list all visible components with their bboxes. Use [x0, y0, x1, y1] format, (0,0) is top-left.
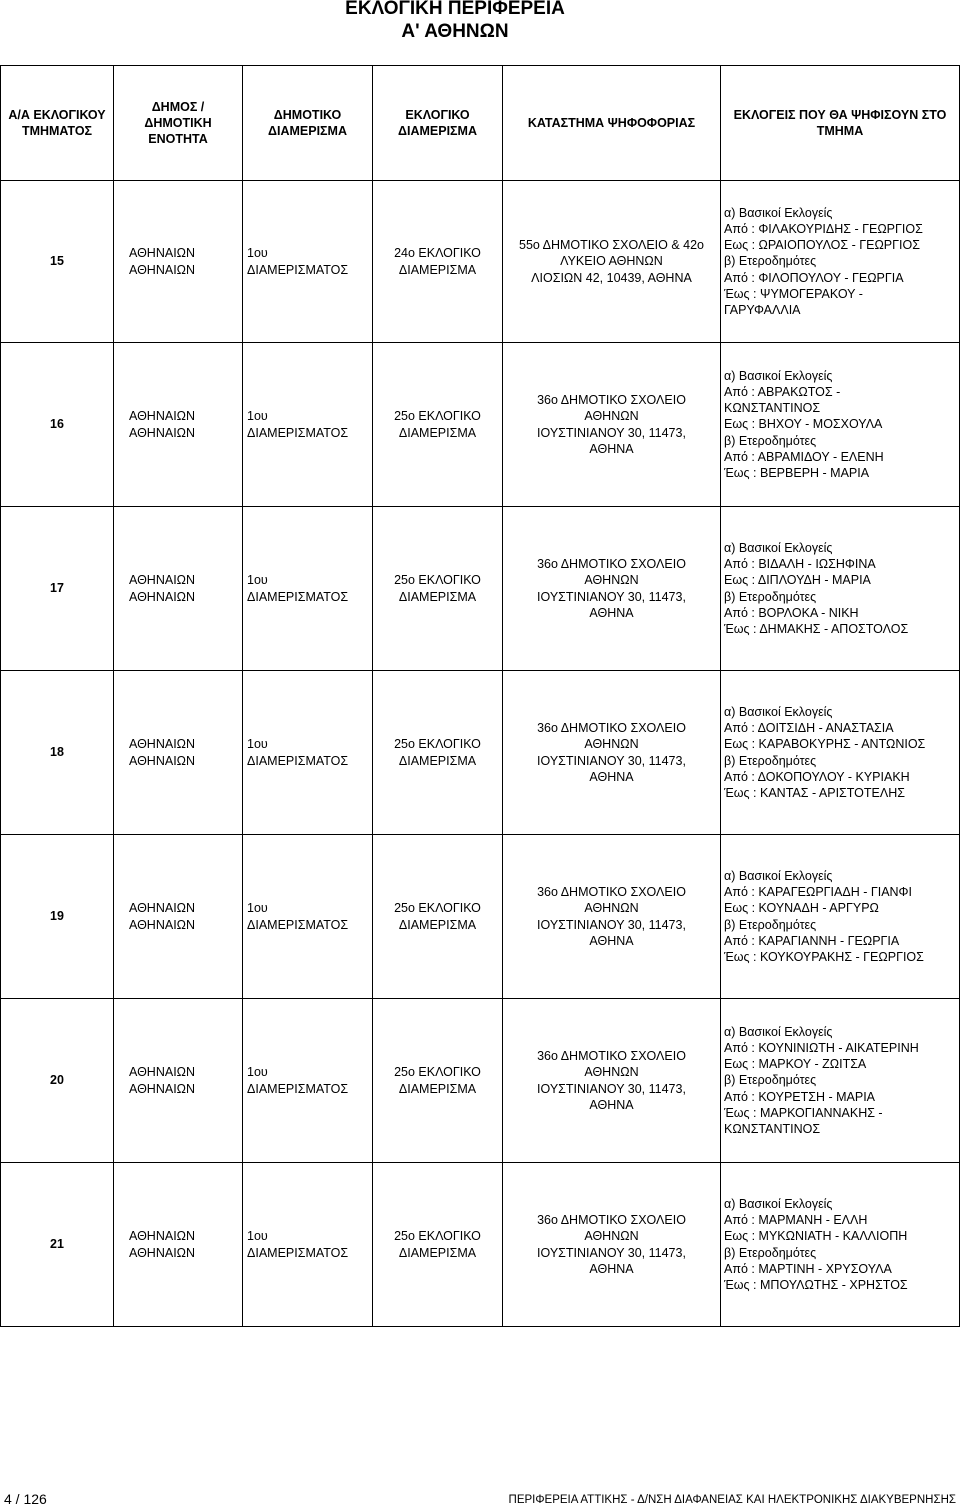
- header-section-number: Α/Α ΕΚΛΟΓΙΚΟΥ ΤΜΗΜΑΤΟΣ: [1, 66, 114, 181]
- polling-station-line: ΛΥΚΕΙΟ ΑΘΗΝΩΝ: [560, 254, 663, 269]
- voters-line: β) Ετεροδημότες: [724, 1245, 817, 1260]
- voters-line: α) Βασικοί Εκλογείς: [724, 1196, 833, 1211]
- municipal-district-line: ΔΙΑΜΕΡΙΣΜΑΤΟΣ: [247, 917, 349, 932]
- voters-line: Από : ΑΒΡΑΜΙΔΟΥ - ΕΛΕΝΗ: [724, 449, 884, 464]
- voters-line: Από : ΔΟΚΟΠΟΥΛΟΥ - ΚΥΡΙΑΚΗ: [724, 769, 910, 784]
- municipality-cell: [114, 181, 243, 343]
- section-number-cell: 20: [1, 999, 114, 1163]
- table-row: [1, 999, 960, 1163]
- voters-cell: [721, 1163, 960, 1327]
- electoral-district-line: ΔΙΑΜΕΡΙΣΜΑ: [398, 1245, 477, 1260]
- voters-line: α) Βασικοί Εκλογείς: [724, 540, 833, 555]
- table-row: [1, 1163, 960, 1327]
- municipality-cell: [114, 835, 243, 999]
- electoral-district-line: 25ο ΕΚΛΟΓΙΚΟ: [394, 409, 481, 424]
- municipality-line: ΑΘΗΝΑΙΩΝ: [129, 917, 196, 932]
- municipal-district-cell: [243, 999, 373, 1163]
- voters-cell: [721, 181, 960, 343]
- electoral-district-line: ΔΙΑΜΕΡΙΣΜΑ: [398, 425, 477, 440]
- polling-station-line: ΑΘΗΝΩΝ: [584, 737, 639, 752]
- voters-line: Έως : ΜΑΡΚΟΓΙΑΝΝΑΚΗΣ -: [724, 1105, 883, 1120]
- voters-cell: [721, 835, 960, 999]
- municipal-district-cell: [243, 835, 373, 999]
- table-row: [1, 835, 960, 999]
- polling-station-line: ΑΘΗΝΑ: [589, 605, 634, 620]
- polling-station-line: ΑΘΗΝΑ: [589, 1097, 634, 1112]
- polling-station-line: ΙΟΥΣΤΙΝΙΑΝΟΥ 30, 11473,: [537, 1081, 686, 1096]
- municipality-line: ΑΘΗΝΑΙΩΝ: [129, 589, 196, 604]
- polling-station-cell: [503, 507, 721, 671]
- header-polling-station: ΚΑΤΑΣΤΗΜΑ ΨΗΦΟΦΟΡΙΑΣ: [503, 66, 721, 181]
- electoral-district-cell: [373, 181, 503, 343]
- municipality-cell: [114, 1163, 243, 1327]
- municipal-district-line: 1ου: [247, 737, 268, 752]
- electoral-district-cell: [373, 999, 503, 1163]
- header-voters: ΕΚΛΟΓΕΙΣ ΠΟΥ ΘΑ ΨΗΦΙΣΟΥΝ ΣΤΟ ΤΜΗΜΑ: [721, 66, 960, 181]
- voters-line: β) Ετεροδημότες: [724, 753, 817, 768]
- municipal-district-cell: [243, 671, 373, 835]
- municipality-line: ΑΘΗΝΑΙΩΝ: [129, 1081, 196, 1096]
- section-number-cell: 18: [1, 671, 114, 835]
- electoral-district-line: ΔΙΑΜΕΡΙΣΜΑ: [398, 262, 477, 277]
- polling-station-line: 36ο ΔΗΜΟΤΙΚΟ ΣΧΟΛΕΙΟ: [537, 721, 686, 736]
- municipal-district-line: ΔΙΑΜΕΡΙΣΜΑΤΟΣ: [247, 262, 349, 277]
- polling-station-line: ΛΙΟΣΙΩΝ 42, 10439, ΑΘΗΝΑ: [531, 270, 692, 285]
- municipality-cell: [114, 507, 243, 671]
- section-number-cell: 19: [1, 835, 114, 999]
- polling-station-line: ΙΟΥΣΤΙΝΙΑΝΟΥ 30, 11473,: [537, 917, 686, 932]
- voters-line: Από : ΜΑΡΤΙΝΗ - ΧΡΥΣΟΥΛΑ: [724, 1261, 892, 1276]
- municipality-line: ΑΘΗΝΑΙΩΝ: [129, 1229, 196, 1244]
- polling-station-cell: [503, 181, 721, 343]
- voters-line: Έως : ΨΥΜΟΓΕΡΑΚΟΥ -: [724, 286, 863, 301]
- voters-line: ΚΩΝΣΤΑΝΤΙΝΟΣ: [724, 1122, 821, 1136]
- voters-line: Από : ΚΟΥΝΙΝΙΩΤΗ - ΑΙΚΑΤΕΡΙΝΗ: [724, 1040, 919, 1055]
- voters-line: Από : ΔΟΙΤΣΙΔΗ - ΑΝΑΣΤΑΣΙΑ: [724, 721, 894, 736]
- polling-station-cell: [503, 835, 721, 999]
- section-number-cell: 15: [1, 181, 114, 343]
- polling-stations-table: [0, 65, 960, 1327]
- section-number-cell: 16: [1, 343, 114, 507]
- table-row: [1, 343, 960, 507]
- polling-station-line: ΙΟΥΣΤΙΝΙΑΝΟΥ 30, 11473,: [537, 425, 686, 440]
- table-row: [1, 507, 960, 671]
- electoral-district-line: ΔΙΑΜΕΡΙΣΜΑ: [398, 589, 477, 604]
- document-title: ΕΚΛΟΓΙΚΗ ΠΕΡΙΦΕΡΕΙΑ: [345, 0, 565, 19]
- polling-station-line: 36ο ΔΗΜΟΤΙΚΟ ΣΧΟΛΕΙΟ: [537, 885, 686, 900]
- municipality-line: ΑΘΗΝΑΙΩΝ: [129, 1245, 196, 1260]
- polling-station-line: ΑΘΗΝΑ: [589, 441, 634, 456]
- voters-line: Από : ΚΑΡΑΓΙΑΝΝΗ - ΓΕΩΡΓΙΑ: [724, 933, 900, 948]
- electoral-district-line: 25ο ΕΚΛΟΓΙΚΟ: [394, 1229, 481, 1244]
- municipal-district-line: ΔΙΑΜΕΡΙΣΜΑΤΟΣ: [247, 589, 349, 604]
- municipality-line: ΑΘΗΝΑΙΩΝ: [129, 425, 196, 440]
- voters-line: Εως : ΜΥΚΩΝΙΑΤΗ - ΚΑΛΛΙΟΠΗ: [724, 1229, 908, 1244]
- voters-cell: [721, 999, 960, 1163]
- municipality-line: ΑΘΗΝΑΙΩΝ: [129, 573, 196, 588]
- document-subtitle: Α' ΑΘΗΝΩΝ: [401, 21, 509, 42]
- polling-station-line: ΑΘΗΝΑ: [589, 1261, 634, 1276]
- electoral-district-line: ΔΙΑΜΕΡΙΣΜΑ: [398, 1081, 477, 1096]
- electoral-district-line: ΔΙΑΜΕΡΙΣΜΑ: [398, 917, 477, 932]
- electoral-district-cell: [373, 1163, 503, 1327]
- municipal-district-line: ΔΙΑΜΕΡΙΣΜΑΤΟΣ: [247, 425, 349, 440]
- voters-line: Έως : ΒΕΡΒΕΡΗ - ΜΑΡΙΑ: [724, 466, 870, 480]
- municipal-district-cell: [243, 181, 373, 343]
- voters-line: ΚΩΝΣΤΑΝΤΙΝΟΣ: [724, 401, 821, 416]
- page-number: 4 / 126: [4, 1491, 47, 1507]
- electoral-district-cell: [373, 343, 503, 507]
- polling-station-line: 36ο ΔΗΜΟΤΙΚΟ ΣΧΟΛΕΙΟ: [537, 1049, 686, 1064]
- voters-line: Από : ΦΙΛΑΚΟΥΡΙΔΗΣ - ΓΕΩΡΓΙΟΣ: [724, 221, 923, 236]
- municipal-district-line: 1ου: [247, 1065, 268, 1080]
- electoral-district-line: 25ο ΕΚΛΟΓΙΚΟ: [394, 1065, 481, 1080]
- voters-line: α) Βασικοί Εκλογείς: [724, 368, 833, 383]
- voters-cell: [721, 507, 960, 671]
- polling-station-cell: [503, 1163, 721, 1327]
- voters-line: Από : ΑΒΡΑΚΩΤΟΣ -: [724, 384, 841, 399]
- voters-line: Έως : ΚΟΥΚΟΥΡΑΚΗΣ - ΓΕΩΡΓΙΟΣ: [724, 949, 924, 964]
- municipal-district-cell: [243, 507, 373, 671]
- municipal-district-cell: [243, 343, 373, 507]
- municipal-district-line: 1ου: [247, 246, 268, 261]
- table-header-row: [1, 66, 960, 181]
- voters-cell: [721, 671, 960, 835]
- municipal-district-line: 1ου: [247, 409, 268, 424]
- municipality-line: ΑΘΗΝΑΙΩΝ: [129, 1065, 196, 1080]
- voters-line: Εως : ΒΗΧΟΥ - ΜΟΣΧΟΥΛΑ: [724, 417, 883, 432]
- electoral-district-line: ΔΙΑΜΕΡΙΣΜΑ: [398, 753, 477, 768]
- municipal-district-line: ΔΙΑΜΕΡΙΣΜΑΤΟΣ: [247, 753, 349, 768]
- voters-line: α) Βασικοί Εκλογείς: [724, 868, 833, 883]
- polling-station-line: ΙΟΥΣΤΙΝΙΑΝΟΥ 30, 11473,: [537, 589, 686, 604]
- table-row: [1, 671, 960, 835]
- municipality-line: ΑΘΗΝΑΙΩΝ: [129, 262, 196, 277]
- electoral-district-line: 25ο ΕΚΛΟΓΙΚΟ: [394, 573, 481, 588]
- voters-line: Από : ΦΙΛΟΠΟΥΛΟΥ - ΓΕΩΡΓΙΑ: [724, 270, 904, 285]
- voters-line: α) Βασικοί Εκλογείς: [724, 704, 833, 719]
- voters-line: Εως : ΩΡΑΙΟΠΟΥΛΟΣ - ΓΕΩΡΓΙΟΣ: [724, 238, 920, 253]
- footer-text: ΠΕΡΙΦΕΡΕΙΑ ΑΤΤΙΚΗΣ - Δ/ΝΣΗ ΔΙΑΦΑΝΕΙΑΣ ΚΑΙ ΗΛΕΚΤΡΟΝΙΚΗΣ ΔΙΑΚΥΒΕΡΝΗΣΗΣ: [508, 1494, 956, 1506]
- municipal-district-line: 1ου: [247, 901, 268, 916]
- electoral-district-line: 25ο ΕΚΛΟΓΙΚΟ: [394, 901, 481, 916]
- polling-station-line: ΑΘΗΝΑ: [589, 769, 634, 784]
- header-electoral-district: ΕΚΛΟΓΙΚΟ ΔΙΑΜΕΡΙΣΜΑ: [373, 66, 503, 181]
- polling-station-cell: [503, 999, 721, 1163]
- voters-line: Εως : ΚΑΡΑΒΟΚΥΡΗΣ - ΑΝΤΩΝΙΟΣ: [724, 737, 926, 752]
- electoral-district-line: 25ο ΕΚΛΟΓΙΚΟ: [394, 737, 481, 752]
- electoral-district-cell: [373, 507, 503, 671]
- municipal-district-line: 1ου: [247, 1229, 268, 1244]
- voters-line: Από : ΜΑΡΜΑΝΗ - ΕΛΛΗ: [724, 1213, 868, 1228]
- voters-line: Από : ΒΟΡΛΟΚΑ - ΝΙΚΗ: [724, 605, 859, 620]
- polling-station-line: ΑΘΗΝΩΝ: [584, 1065, 639, 1080]
- voters-line: Από : ΚΟΥΡΕΤΣΗ - ΜΑΡΙΑ: [724, 1089, 876, 1104]
- voters-cell: [721, 343, 960, 507]
- municipal-district-cell: [243, 1163, 373, 1327]
- header-municipal-district: ΔΗΜΟΤΙΚΟ ΔΙΑΜΕΡΙΣΜΑ: [243, 66, 373, 181]
- municipality-cell: [114, 999, 243, 1163]
- municipal-district-line: ΔΙΑΜΕΡΙΣΜΑΤΟΣ: [247, 1245, 349, 1260]
- polling-station-line: ΙΟΥΣΤΙΝΙΑΝΟΥ 30, 11473,: [537, 753, 686, 768]
- electoral-district-cell: [373, 835, 503, 999]
- polling-station-line: ΙΟΥΣΤΙΝΙΑΝΟΥ 30, 11473,: [537, 1245, 686, 1260]
- polling-station-line: 36ο ΔΗΜΟΤΙΚΟ ΣΧΟΛΕΙΟ: [537, 557, 686, 572]
- municipality-line: ΑΘΗΝΑΙΩΝ: [129, 901, 196, 916]
- voters-line: α) Βασικοί Εκλογείς: [724, 1024, 833, 1039]
- municipality-line: ΑΘΗΝΑΙΩΝ: [129, 753, 196, 768]
- voters-line: Έως : ΚΑΝΤΑΣ - ΑΡΙΣΤΟΤΕΛΗΣ: [724, 785, 905, 800]
- polling-station-line: 36ο ΔΗΜΟΤΙΚΟ ΣΧΟΛΕΙΟ: [537, 393, 686, 408]
- table-row: [1, 181, 960, 343]
- electoral-district-cell: [373, 671, 503, 835]
- polling-station-line: ΑΘΗΝΩΝ: [584, 901, 639, 916]
- voters-line: Έως : ΜΠΟΥΛΩΤΗΣ - ΧΡΗΣΤΟΣ: [724, 1277, 908, 1292]
- section-number-cell: 21: [1, 1163, 114, 1327]
- municipality-line: ΑΘΗΝΑΙΩΝ: [129, 409, 196, 424]
- polling-station-line: ΑΘΗΝΩΝ: [584, 409, 639, 424]
- voters-line: Έως : ΔΗΜΑΚΗΣ - ΑΠΟΣΤΟΛΟΣ: [724, 621, 909, 636]
- municipality-line: ΑΘΗΝΑΙΩΝ: [129, 737, 196, 752]
- voters-line: Εως : ΚΟΥΝΑΔΗ - ΑΡΓΥΡΩ: [724, 901, 879, 916]
- municipality-cell: [114, 671, 243, 835]
- polling-station-cell: [503, 343, 721, 507]
- voters-line: β) Ετεροδημότες: [724, 917, 817, 932]
- voters-line: β) Ετεροδημότες: [724, 254, 817, 269]
- voters-line: β) Ετεροδημότες: [724, 589, 817, 604]
- header-municipality: ΔΗΜΟΣ / ΔΗΜΟΤΙΚΗ ΕΝΟΤΗΤΑ: [114, 66, 243, 181]
- voters-line: α) Βασικοί Εκλογείς: [724, 205, 833, 220]
- section-number-cell: 17: [1, 507, 114, 671]
- polling-station-cell: [503, 671, 721, 835]
- electoral-district-line: 24ο ΕΚΛΟΓΙΚΟ: [394, 246, 481, 261]
- municipal-district-line: ΔΙΑΜΕΡΙΣΜΑΤΟΣ: [247, 1081, 349, 1096]
- voters-line: Από : ΚΑΡΑΓΕΩΡΓΙΑΔΗ - ΓΙΑΝΦΙ: [724, 885, 913, 900]
- polling-station-line: 36ο ΔΗΜΟΤΙΚΟ ΣΧΟΛΕΙΟ: [537, 1213, 686, 1228]
- polling-station-line: ΑΘΗΝΩΝ: [584, 573, 639, 588]
- polling-station-line: ΑΘΗΝΩΝ: [584, 1229, 639, 1244]
- voters-line: β) Ετεροδημότες: [724, 1073, 817, 1088]
- municipality-line: ΑΘΗΝΑΙΩΝ: [129, 246, 196, 261]
- polling-station-line: 55ο ΔΗΜΟΤΙΚΟ ΣΧΟΛΕΙΟ & 42ο: [519, 238, 704, 253]
- municipality-cell: [114, 343, 243, 507]
- municipal-district-line: 1ου: [247, 573, 268, 588]
- voters-line: Από : ΒΙΔΑΛΗ - ΙΩΣΗΦΙΝΑ: [724, 557, 876, 572]
- voters-line: ΓΑΡΥΦΑΛΛΙΑ: [724, 303, 801, 317]
- polling-station-line: ΑΘΗΝΑ: [589, 933, 634, 948]
- voters-line: Εως : ΔΙΠΛΟΥΔΗ - ΜΑΡΙΑ: [724, 573, 871, 588]
- voters-line: Εως : ΜΑΡΚΟΥ - ΖΩΙΤΣΑ: [724, 1057, 867, 1072]
- voters-line: β) Ετεροδημότες: [724, 433, 817, 448]
